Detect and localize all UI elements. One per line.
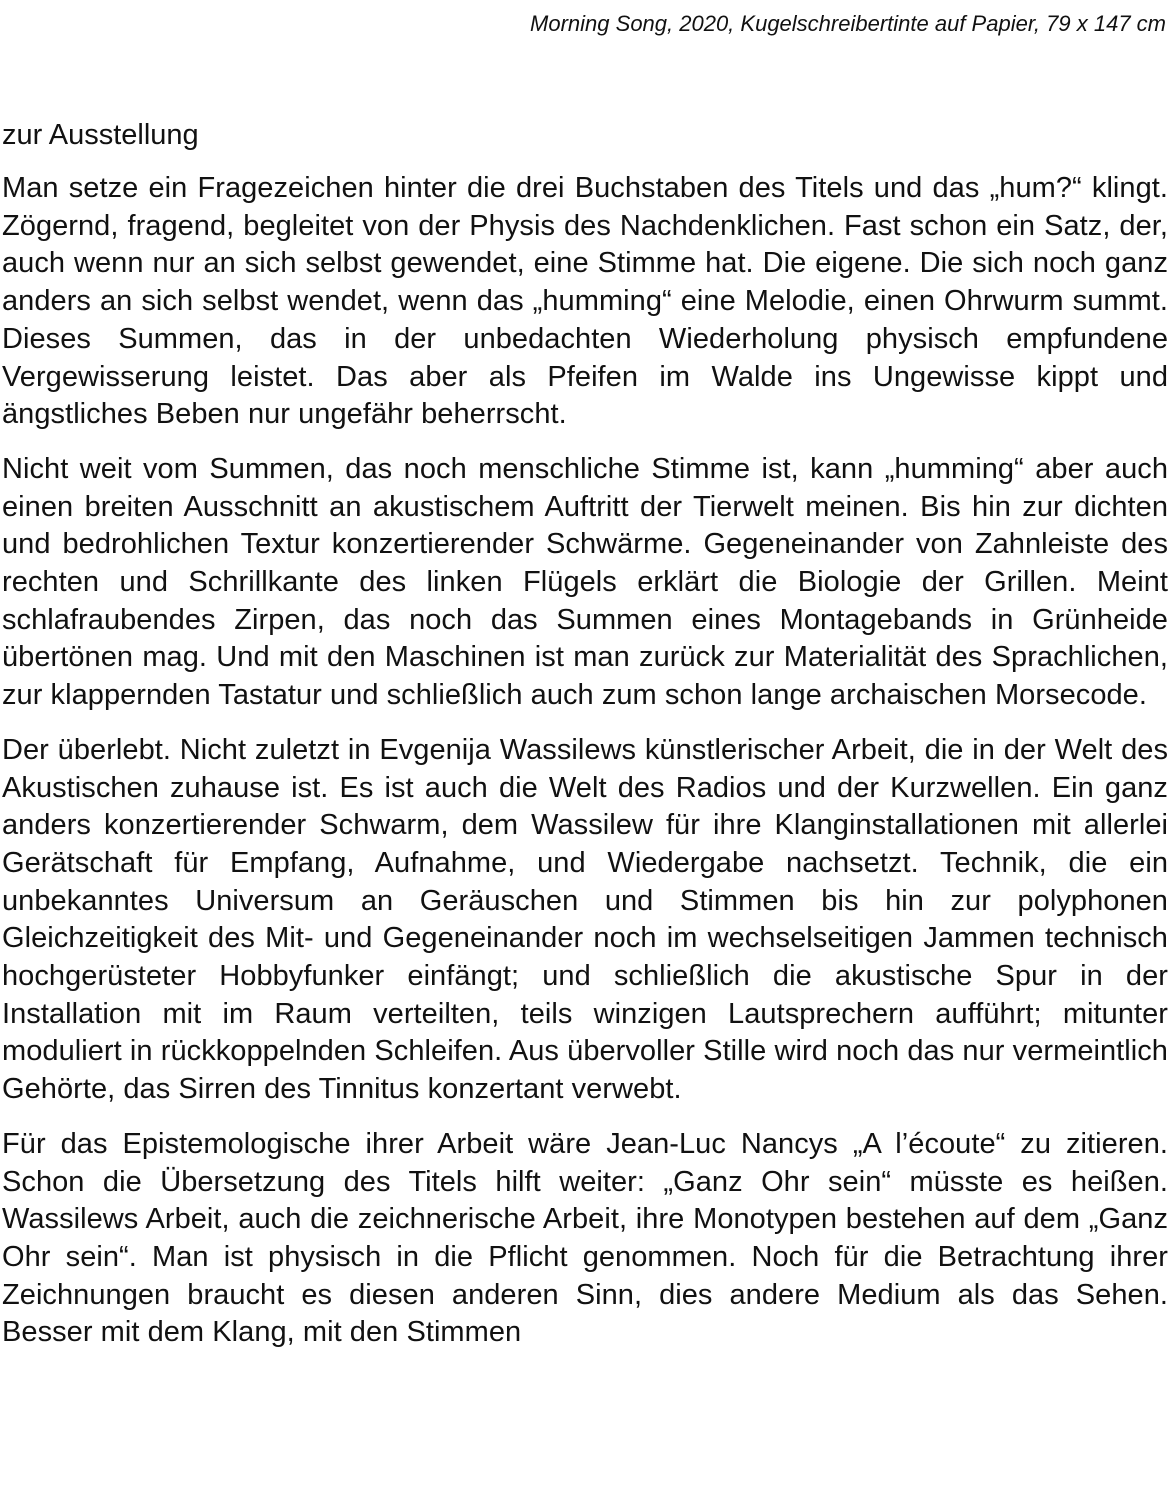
article-body bbox=[2, 116, 1168, 1369]
paragraph-2: Nicht weit vom Summen, das noch menschliche Stimme ist, kann „humming“ aber auch einen breiten Ausschnitt an akustischem Auftritt der Tierwelt meinen. Bis hin zur dichten und bedrohlichen Textur konzertierender Schwärme. Gegeneinander von Zahnleiste des rechten und Schrillkante des linken Flügels erklärt die Biologie der Grillen. Meint schlafraubendes Zirpen, das noch das Summen eines Montagebands in Grünheide übertönen mag. Und mit den Maschinen ist man zurück zur Materialität des Sprachlichen, zur klappernden Tastatur und schließlich auch zum schon lange archaischen Morsecode. bbox=[2, 452, 1168, 712]
section-heading: zur Ausstellung bbox=[2, 119, 199, 151]
paragraph-4: Für das Epistemologische ihrer Arbeit wäre Jean-Luc Nancys „A l’écoute“ zu zitieren. Schon die Übersetzung des Titels hilft weiter: „Ganz Ohr sein“ müsste es heißen. Wassilews Arbeit, auch die zeichnerische Arbeit, ihre Monotypen bestehen auf dem „Ganz Ohr sein“. Man ist physisch in die Pflicht genommen. Noch für die Betrachtung ihrer Zeichnungen braucht es diesen anderen Sinn, dies andere Medium als das Sehen. Besser mit dem Klang, mit den Stimmen bbox=[2, 1127, 1168, 1349]
image-caption: Morning Song, 2020, Kugelschreibertinte auf Papier, 79 x 147 cm bbox=[530, 11, 1166, 36]
paragraph-1: Man setze ein Fragezeichen hinter die drei Buchstaben des Titels und das „hum?“ klingt. Zögernd, fragend, begleitet von der Physis des Nachdenklichen. Fast schon ein Satz, der, auch wenn nur an sich selbst gewendet, eine Stimme hat. Die eigene. Die sich noch ganz anders an sich selbst wendet, wenn das „humming“ eine Melodie, einen Ohrwurm summt. Dieses Summen, das in der unbedachten Wiederholung physisch empfundene Vergewisserung leistet. Das aber als Pfeifen im Walde ins Ungewisse kippt und ängstliches Beben nur ungefähr beherrscht. bbox=[2, 172, 1168, 431]
paragraph-3: Der überlebt. Nicht zuletzt in Evgenija Wassilews künstlerischer Arbeit, die in der Welt des Akustischen zuhause ist. Es ist auch die Welt des Radios und der Kurzwellen. Ein ganz anders konzertierender Schwarm, dem Wassilew für ihre Klanginstallationen mit allerlei Gerätschaft für Empfang, Aufnahme, und Wiedergabe nachsetzt. Technik, die ein unbekanntes Universum an Geräuschen und Stimmen bis hin zur polyphonen Gleichzeitigkeit des Mit- und Gegeneinander noch im wechselseitigen Jammen technisch hochgerüsteter Hobbyfunker einfängt; und schließlich die akustische Spur in der Installation mit im Raum verteilten, teils winzigen Lautsprechern aufführt; mitunter moduliert in rückkoppelnden Schleifen. Aus übervoller Stille wird noch das nur vermeintlich Gehörte, das Sirren des Tinnitus konzertant verwebt. bbox=[2, 733, 1168, 1106]
